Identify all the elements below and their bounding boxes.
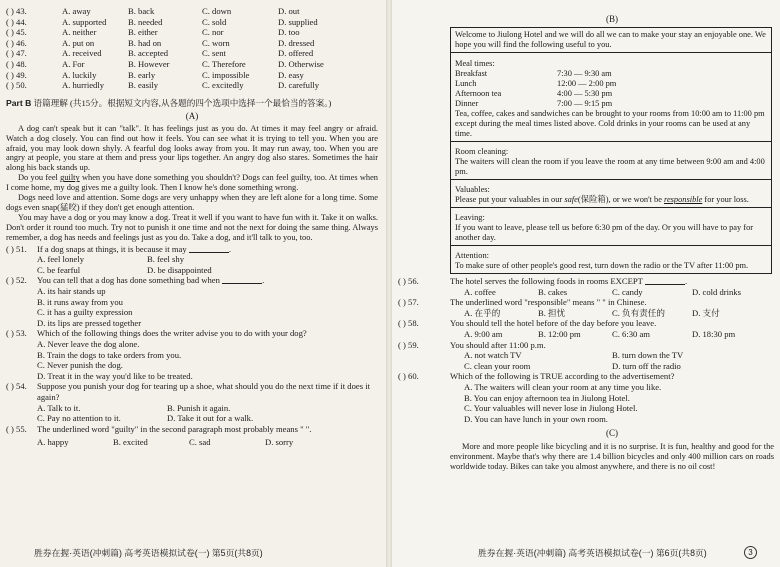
question-60 bbox=[398, 371, 774, 424]
cloze-option-b: B. had on bbox=[128, 37, 162, 48]
q58-d: D. 18:30 pm bbox=[692, 328, 736, 339]
notice-meals bbox=[451, 52, 771, 141]
cloze-option-d: D. out bbox=[278, 6, 300, 16]
cloze-option-a: A. received bbox=[62, 48, 102, 59]
q56-number: ( ) 56. bbox=[398, 276, 419, 286]
cleaning-title: Room cleaning: bbox=[455, 147, 509, 156]
passage-a-para-3: Dogs need love and attention. Some dogs are very unhappy when they are left alone for a long time. Some dogs even snap(猛咬) if they don't get enough attention. bbox=[6, 193, 378, 212]
passage-a-para-1: A dog can't speak but it can "talk". It has feelings just as you do. At times it may feel angry or afraid. Watch a dog closely. You can find out how it feels. You can see what it is trying to tell you. When you are afraid, you may look down shyly. A fearful dog looks away from you. It may run away, too. When you are angry at people, you stare at them and press your lips together. An angry dog also stares. Sometimes the hair along his back stands up. bbox=[6, 123, 378, 173]
welcome-text: Welcome to Jiulong Hotel and we will do all we can to make your stay an enjoyable one. We hope you will find the following useful to you. bbox=[455, 30, 766, 49]
cloze-option-a: A. hurriedly bbox=[62, 80, 105, 91]
q54-c: C. Pay no attention to it. bbox=[37, 413, 121, 424]
q52-number: ( ) 52. bbox=[6, 275, 27, 286]
meal-row bbox=[455, 89, 767, 99]
q59-stem: You should after 11:00 p.m. bbox=[450, 339, 546, 350]
valuables-safe: safe bbox=[564, 195, 578, 204]
question-53 bbox=[6, 328, 378, 381]
cloze-option-row bbox=[6, 48, 378, 59]
cloze-option-b: B. However bbox=[128, 58, 170, 69]
part-b-label: Part B bbox=[6, 97, 32, 108]
right-page bbox=[392, 0, 780, 567]
cleaning-text: The waiters will clean the room if you leave the room at any time between 9:00 am and 4:00 pm. bbox=[455, 157, 765, 176]
passage-a-para-4: You may have a dog or you may know a dog. Treat it well if you want to have fun with it. Take it on walks. Don't order it round too much. Try not to punish it one time and not the next for doing the same thing. Always remember, a dog has needs and feelings just as you do. Take a dog, and it'll talk to you, too. bbox=[6, 212, 378, 242]
cloze-option-d: D. dressed bbox=[278, 37, 315, 48]
q54-stem: Suppose you punish your dog for tearing up a shoe, what should you do the next time if it does it again? bbox=[37, 381, 370, 402]
cloze-option-d: D. easy bbox=[278, 69, 304, 80]
cloze-option-c: C. impossible bbox=[202, 69, 250, 80]
q56-d: D. cold drinks bbox=[692, 286, 741, 297]
q53-number: ( ) 53. bbox=[6, 328, 27, 339]
q58-c: C. 6:30 am bbox=[612, 328, 650, 339]
question-51: ( ) 51. If a dog snaps at things, it is because it may . A. feel lonely B. feel shy C. be fearful D. be disappointed bbox=[6, 243, 231, 275]
cloze-option-c: C. nor bbox=[202, 27, 224, 38]
attention-title: Attention: bbox=[455, 251, 489, 260]
meal-row bbox=[455, 79, 767, 89]
notice-attention bbox=[451, 245, 771, 273]
meal-time: 12:00 — 2:00 pm bbox=[557, 79, 617, 88]
meal-time: 4:00 — 5:30 pm bbox=[557, 89, 613, 98]
meal-row bbox=[455, 69, 767, 79]
cloze-option-d: D. too bbox=[278, 27, 300, 38]
page-badge-number: 3 bbox=[744, 546, 757, 559]
cloze-option-c: C. excitedly bbox=[202, 80, 244, 91]
meal-name: Lunch bbox=[455, 79, 477, 88]
q53-c: C. Never punish the dog. bbox=[37, 360, 123, 371]
q58-a: A. 9:00 am bbox=[464, 328, 503, 339]
passage-a-para-2: Do you feel guilty when you have done something you shouldn't? Dogs can feel guilty, too. At times when I come home, my dog gives me a guilty look. Then I know he's done something wrong. bbox=[6, 173, 378, 193]
valuables-text-1: Please put your valuables in our bbox=[455, 195, 565, 204]
valuables-text-2: , or we won't be bbox=[608, 195, 664, 204]
q56-stem: The hotel serves the following foods in rooms EXCEPT bbox=[450, 276, 643, 286]
cloze-option-d: D. carefully bbox=[278, 80, 320, 91]
cloze-option-row bbox=[6, 17, 378, 28]
q56-a: A. coffee bbox=[464, 286, 496, 297]
q55-c: C. sad bbox=[189, 437, 211, 448]
q51-stem: If a dog snaps at things, it is because it may bbox=[37, 243, 187, 254]
q51-a: A. feel lonely bbox=[37, 254, 85, 265]
q57-d: D. 支付 bbox=[692, 307, 720, 318]
question-58 bbox=[398, 318, 774, 339]
cloze-option-n: ( ) 45. bbox=[6, 27, 27, 38]
cloze-option-c: C. down bbox=[202, 6, 232, 16]
q57-number: ( ) 57. bbox=[398, 297, 419, 308]
q55-b: B. excited bbox=[113, 437, 148, 448]
cloze-option-a: A. put on bbox=[62, 37, 95, 48]
cloze-option-a: A. away bbox=[62, 6, 91, 16]
left-footer: 胜券在握·英语(冲刺篇) 高考英语模拟试卷(一) 第5页(共8页) bbox=[34, 548, 263, 558]
q57-a: A. 在乎的 bbox=[464, 307, 501, 318]
q52-b: B. it runs away from you bbox=[37, 296, 123, 307]
leaving-text: If you want to leave, please tell us before 6:30 pm of the day. Or you will have to pay for another day. bbox=[455, 223, 754, 242]
q54-b: B. Punish it again. bbox=[167, 402, 231, 413]
question-56: ( ) 56. The hotel serves the following foods in rooms EXCEPT . A. coffee B. cakes C. candy D. cold drinks bbox=[398, 276, 741, 297]
cloze-option-c: C. Therefore bbox=[202, 58, 246, 69]
q59-a: A. not watch TV bbox=[464, 350, 522, 361]
cloze-option-a: A. neither bbox=[62, 27, 97, 38]
notice-valuables bbox=[451, 179, 771, 207]
cloze-option-c: C. sent bbox=[202, 48, 226, 59]
cloze-option-a: A. supported bbox=[62, 16, 107, 27]
q60-d: D. You can have lunch in your own room. bbox=[464, 413, 608, 424]
q58-b: B. 12:00 pm bbox=[538, 328, 581, 339]
cloze-option-n: ( ) 50. bbox=[6, 80, 27, 91]
left-page bbox=[0, 0, 386, 567]
cloze-option-b: B. easily bbox=[128, 80, 159, 91]
meal-name: Afternoon tea bbox=[455, 89, 502, 98]
cloze-option-n: ( ) 46. bbox=[6, 37, 27, 48]
cloze-option-d: D. offered bbox=[278, 48, 314, 59]
q55-a: A. happy bbox=[37, 437, 69, 448]
valuables-text bbox=[455, 195, 767, 205]
leaving-title: Leaving: bbox=[455, 213, 485, 222]
q57-b: B. 担忧 bbox=[538, 307, 566, 318]
section-a-title: (A) bbox=[185, 110, 199, 121]
attention-text: To make sure of other people's good rest, turn down the radio or the TV after 11:00 pm. bbox=[455, 261, 749, 270]
meal-name: Dinner bbox=[455, 99, 479, 108]
cloze-option-b: B. needed bbox=[128, 16, 163, 27]
section-c-title: (C) bbox=[606, 428, 618, 439]
q53-stem: Which of the following things does the writer advise you to do with your dog? bbox=[37, 328, 307, 339]
q59-d: D. turn off the radio bbox=[612, 360, 681, 371]
cloze-option-n: ( ) 49. bbox=[6, 69, 27, 80]
question-55 bbox=[6, 424, 378, 448]
valuables-safe-cn: (保险箱) bbox=[577, 195, 609, 204]
hotel-notice bbox=[450, 27, 772, 274]
meal-time: 7:30 — 9:30 am bbox=[557, 69, 612, 78]
valuables-title: Valuables: bbox=[455, 185, 490, 194]
q51-c: C. be fearful bbox=[37, 264, 81, 275]
cloze-option-n: ( ) 43. bbox=[6, 6, 27, 16]
q52-stem: You can tell that a dog has done something bad when bbox=[37, 275, 220, 286]
part-b-instruction: 语篇理解 (共15分。根据短文内容,从各题的四个选项中选择一个最恰当的答案。) bbox=[33, 97, 332, 108]
question-59 bbox=[398, 340, 774, 372]
q51-number: ( ) 51. bbox=[6, 243, 27, 254]
cloze-option-b: B. back bbox=[128, 6, 155, 16]
cloze-option-row bbox=[6, 6, 378, 17]
q56-blank bbox=[645, 276, 685, 285]
meal-row bbox=[455, 99, 767, 109]
q51-blank bbox=[189, 244, 229, 253]
cloze-option-row bbox=[6, 70, 378, 81]
underlined-word-guilty: guilty bbox=[60, 173, 80, 183]
notice-cleaning bbox=[451, 141, 771, 179]
cloze-option-b: B. accepted bbox=[128, 48, 169, 59]
meal-time: 7:00 — 9:15 pm bbox=[557, 99, 613, 108]
q54-a: A. Talk to it. bbox=[37, 402, 81, 413]
valuables-text-3: for your loss. bbox=[702, 195, 749, 204]
cloze-option-n: ( ) 44. bbox=[6, 16, 27, 27]
section-b-title: (B) bbox=[606, 14, 618, 24]
cloze-options bbox=[6, 6, 378, 91]
notice-leaving bbox=[451, 207, 771, 245]
notice-welcome bbox=[451, 28, 771, 52]
cloze-option-a: A. For bbox=[62, 58, 85, 69]
q54-d: D. Take it out for a walk. bbox=[167, 413, 254, 424]
q60-number: ( ) 60. bbox=[398, 371, 419, 382]
cloze-option-row bbox=[6, 38, 378, 49]
q52-d: D. its lips are pressed together bbox=[37, 317, 142, 328]
q54-number: ( ) 54. bbox=[6, 381, 27, 392]
question-57 bbox=[398, 297, 774, 318]
q60-a: A. The waiters will clean your room at any time you like. bbox=[464, 381, 662, 392]
q60-b: B. You can enjoy afternoon tea in Jiulong Hotel. bbox=[464, 392, 630, 403]
right-footer: 胜券在握·英语(冲刺篇) 高考英语模拟试卷(一) 第6页(共8页) bbox=[478, 548, 707, 558]
meal-note: Tea, coffee, cakes and sandwiches can be brought to your rooms from 10:00 am to 11:00 pm except during the meal times listed above. Cold drinks in your rooms can be used at any time. bbox=[455, 109, 765, 138]
q52-c: C. it has a guilty expression bbox=[37, 307, 133, 318]
q60-c: C. Your valuables will never lose in Jiulong Hotel. bbox=[464, 403, 638, 414]
q59-number: ( ) 59. bbox=[398, 339, 419, 350]
q53-a: A. Never leave the dog alone. bbox=[37, 338, 140, 349]
cloze-option-b: B. either bbox=[128, 27, 158, 38]
q52-a: A. its hair stands up bbox=[37, 286, 106, 296]
q58-number: ( ) 58. bbox=[398, 318, 419, 329]
q57-stem: The underlined word "responsible" means " " in Chinese. bbox=[450, 297, 647, 308]
q51-d: D. be disappointed bbox=[147, 264, 212, 275]
question-54 bbox=[6, 381, 378, 423]
cloze-option-n: ( ) 48. bbox=[6, 58, 27, 69]
q59-c: C. clean your room bbox=[464, 360, 531, 371]
cloze-option-c: C. sold bbox=[202, 16, 227, 27]
cloze-option-row bbox=[6, 27, 378, 38]
valuables-responsible: responsible bbox=[664, 195, 703, 204]
q55-stem: The underlined word "guilty" in the second paragraph most probably means " ". bbox=[37, 423, 312, 434]
q57-c: C. 负有责任的 bbox=[612, 307, 665, 318]
q55-number: ( ) 55. bbox=[6, 423, 27, 434]
q60-stem: Which of the following is TRUE according to the advertisement? bbox=[450, 371, 675, 382]
question-52: ( ) 52. You can tell that a dog has done something bad when . A. its hair stands up B. it runs away from you C. it has a guilty expression D. its lips are pressed together bbox=[6, 275, 378, 328]
q59-b: B. turn down the TV bbox=[612, 350, 684, 361]
meal-title: Meal times: bbox=[455, 59, 495, 68]
cloze-option-n: ( ) 47. bbox=[6, 48, 27, 59]
q52-blank bbox=[222, 275, 262, 284]
part-b-heading bbox=[6, 98, 378, 109]
cloze-option-a: A. luckily bbox=[62, 69, 97, 80]
q55-d: D. sorry bbox=[265, 437, 294, 448]
page-badge bbox=[744, 546, 757, 559]
q56-b: B. cakes bbox=[538, 286, 568, 297]
cloze-option-row bbox=[6, 59, 378, 70]
q58-stem: You should tell the hotel before of the day before you leave. bbox=[450, 318, 657, 329]
cloze-option-b: B. early bbox=[128, 69, 156, 80]
q51-b: B. feel shy bbox=[147, 254, 184, 265]
q53-b: B. Train the dogs to take orders from you. bbox=[37, 349, 182, 360]
passage-c-para: More and more people like bicycling and it is no surprise. It is fun, healthy and good for the environment. Maybe that's why there are 1.4 billion bicycles and only 400 million cars on roads worldwide today. Bikes can take you almost anywhere, and there is no oil cost! bbox=[450, 442, 774, 472]
cloze-option-c: C. worn bbox=[202, 37, 230, 48]
cloze-option-d: D. supplied bbox=[278, 16, 318, 27]
cloze-option-row bbox=[6, 80, 378, 91]
cloze-option-d: D. Otherwise bbox=[278, 58, 324, 69]
q56-c: C. candy bbox=[612, 286, 643, 297]
meal-name: Breakfast bbox=[455, 69, 488, 78]
q53-d: D. Treat it in the way you'd like to be treated. bbox=[37, 370, 193, 381]
